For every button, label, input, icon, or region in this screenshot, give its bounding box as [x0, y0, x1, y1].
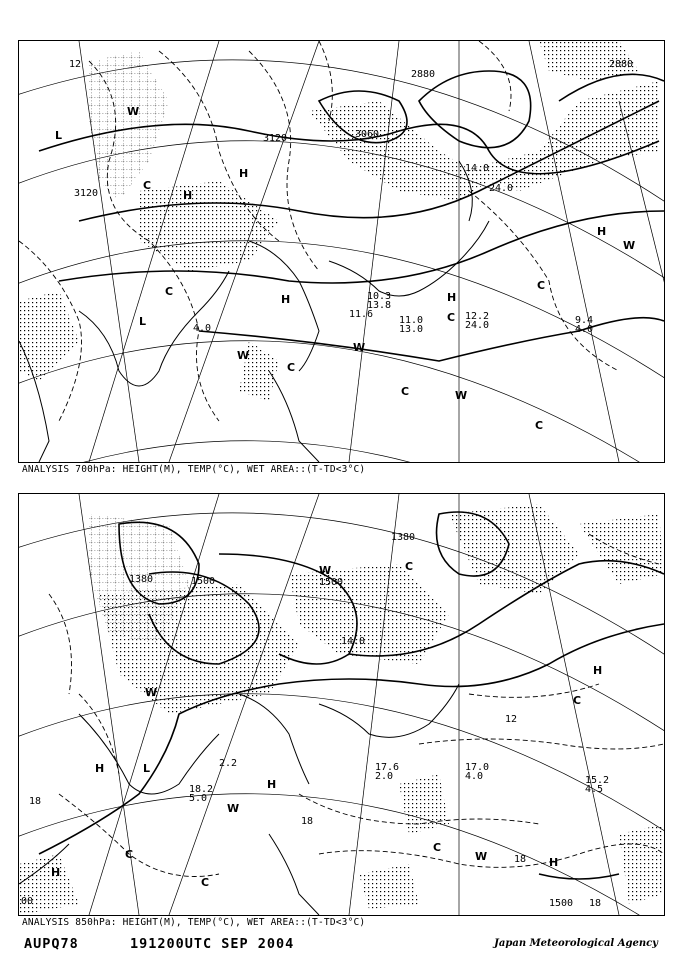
station-value: 24.0: [489, 183, 514, 194]
station-value: 11.6: [349, 309, 374, 320]
high-marker: H: [593, 664, 603, 677]
high-marker: H: [95, 762, 105, 775]
height-label: 1500: [549, 898, 574, 909]
height-label: 18: [514, 854, 527, 865]
station-value: 14.0: [341, 636, 366, 647]
height-label: 18: [589, 898, 602, 909]
warm-marker: W: [145, 686, 158, 699]
high-marker: H: [549, 856, 559, 869]
warm-marker: W: [319, 564, 332, 577]
height-label: 3120: [263, 133, 288, 144]
warm-marker: W: [237, 349, 250, 362]
height-label: 18: [301, 816, 314, 827]
high-marker: H: [597, 225, 607, 238]
warm-marker: W: [623, 239, 636, 252]
low-marker: L: [139, 315, 147, 328]
cold-marker: C: [433, 841, 442, 854]
chart-code: AUPQ78: [24, 936, 79, 952]
low-marker: L: [55, 129, 63, 142]
cold-marker: C: [535, 419, 544, 432]
high-marker: H: [267, 778, 277, 791]
station-value: 4.0: [575, 324, 594, 335]
station-value: 4.0: [465, 771, 484, 782]
station-value: 13.0: [399, 324, 424, 335]
height-label: 00: [21, 896, 34, 907]
map-850hpa-svg: [19, 494, 664, 915]
high-marker: H: [281, 293, 291, 306]
station-value: 24.0: [465, 320, 490, 331]
station-value: 10.3: [367, 291, 392, 302]
height-label: 1500: [319, 577, 344, 588]
height-label: 1500: [191, 576, 216, 587]
high-marker: H: [447, 291, 457, 304]
caption-700hpa: ANALYSIS 700hPa: HEIGHT(M), TEMP(°C), WET AREA::(T-TD<3°C): [22, 464, 366, 475]
height-label: 1380: [129, 574, 154, 585]
height-label: 12: [505, 714, 518, 725]
station-value: 14.0: [465, 163, 490, 174]
high-marker: H: [239, 167, 249, 180]
valid-time: 191200UTC SEP 2004: [130, 936, 295, 952]
height-label: 2880: [609, 59, 634, 70]
height-label: 12: [69, 59, 82, 70]
warm-marker: W: [475, 850, 488, 863]
station-value: 2.2: [219, 758, 238, 769]
station-value: 4.5: [585, 784, 604, 795]
wet-areas: [19, 504, 664, 915]
cold-marker: C: [201, 876, 210, 889]
low-marker: L: [143, 762, 151, 775]
cold-marker: C: [401, 385, 410, 398]
station-value: 5.0: [189, 793, 208, 804]
station-value: 13.8: [367, 300, 392, 311]
station-value: 18.2: [189, 784, 214, 795]
high-marker: H: [51, 866, 61, 879]
cold-marker: C: [143, 179, 152, 192]
cold-marker: C: [573, 694, 582, 707]
cold-marker: C: [287, 361, 296, 374]
station-value: 9.4: [575, 315, 594, 326]
map-700hpa-svg: [19, 41, 664, 462]
warm-marker: W: [227, 802, 240, 815]
cold-marker: C: [125, 848, 134, 861]
wet-areas: [19, 41, 659, 401]
station-value: 15.2: [585, 775, 610, 786]
height-label: 3120: [74, 188, 99, 199]
station-value: 17.0: [465, 762, 490, 773]
height-label: 1380: [391, 532, 416, 543]
station-value: 17.6: [375, 762, 400, 773]
height-label: 3060: [355, 129, 380, 140]
height-label: 18: [29, 796, 42, 807]
warm-marker: W: [127, 105, 140, 118]
height-label: 2880: [411, 69, 436, 80]
station-value: 12.2: [465, 311, 490, 322]
cold-marker: C: [165, 285, 174, 298]
warm-marker: W: [455, 389, 468, 402]
cold-marker: C: [405, 560, 414, 573]
caption-850hpa: ANALYSIS 850hPa: HEIGHT(M), TEMP(°C), WET AREA::(T-TD<3°C): [22, 917, 366, 928]
warm-marker: W: [353, 341, 366, 354]
map-panel-850hpa: [18, 493, 665, 916]
station-value: 2.0: [375, 771, 394, 782]
station-value: 11.0: [399, 315, 424, 326]
high-marker: H: [183, 189, 193, 202]
cold-marker: C: [537, 279, 546, 292]
agency-credit: Japan Meteorological Agency: [494, 938, 658, 949]
map-panel-700hpa: [18, 40, 665, 463]
station-value: 4.0: [193, 323, 212, 334]
cold-marker: C: [447, 311, 456, 324]
